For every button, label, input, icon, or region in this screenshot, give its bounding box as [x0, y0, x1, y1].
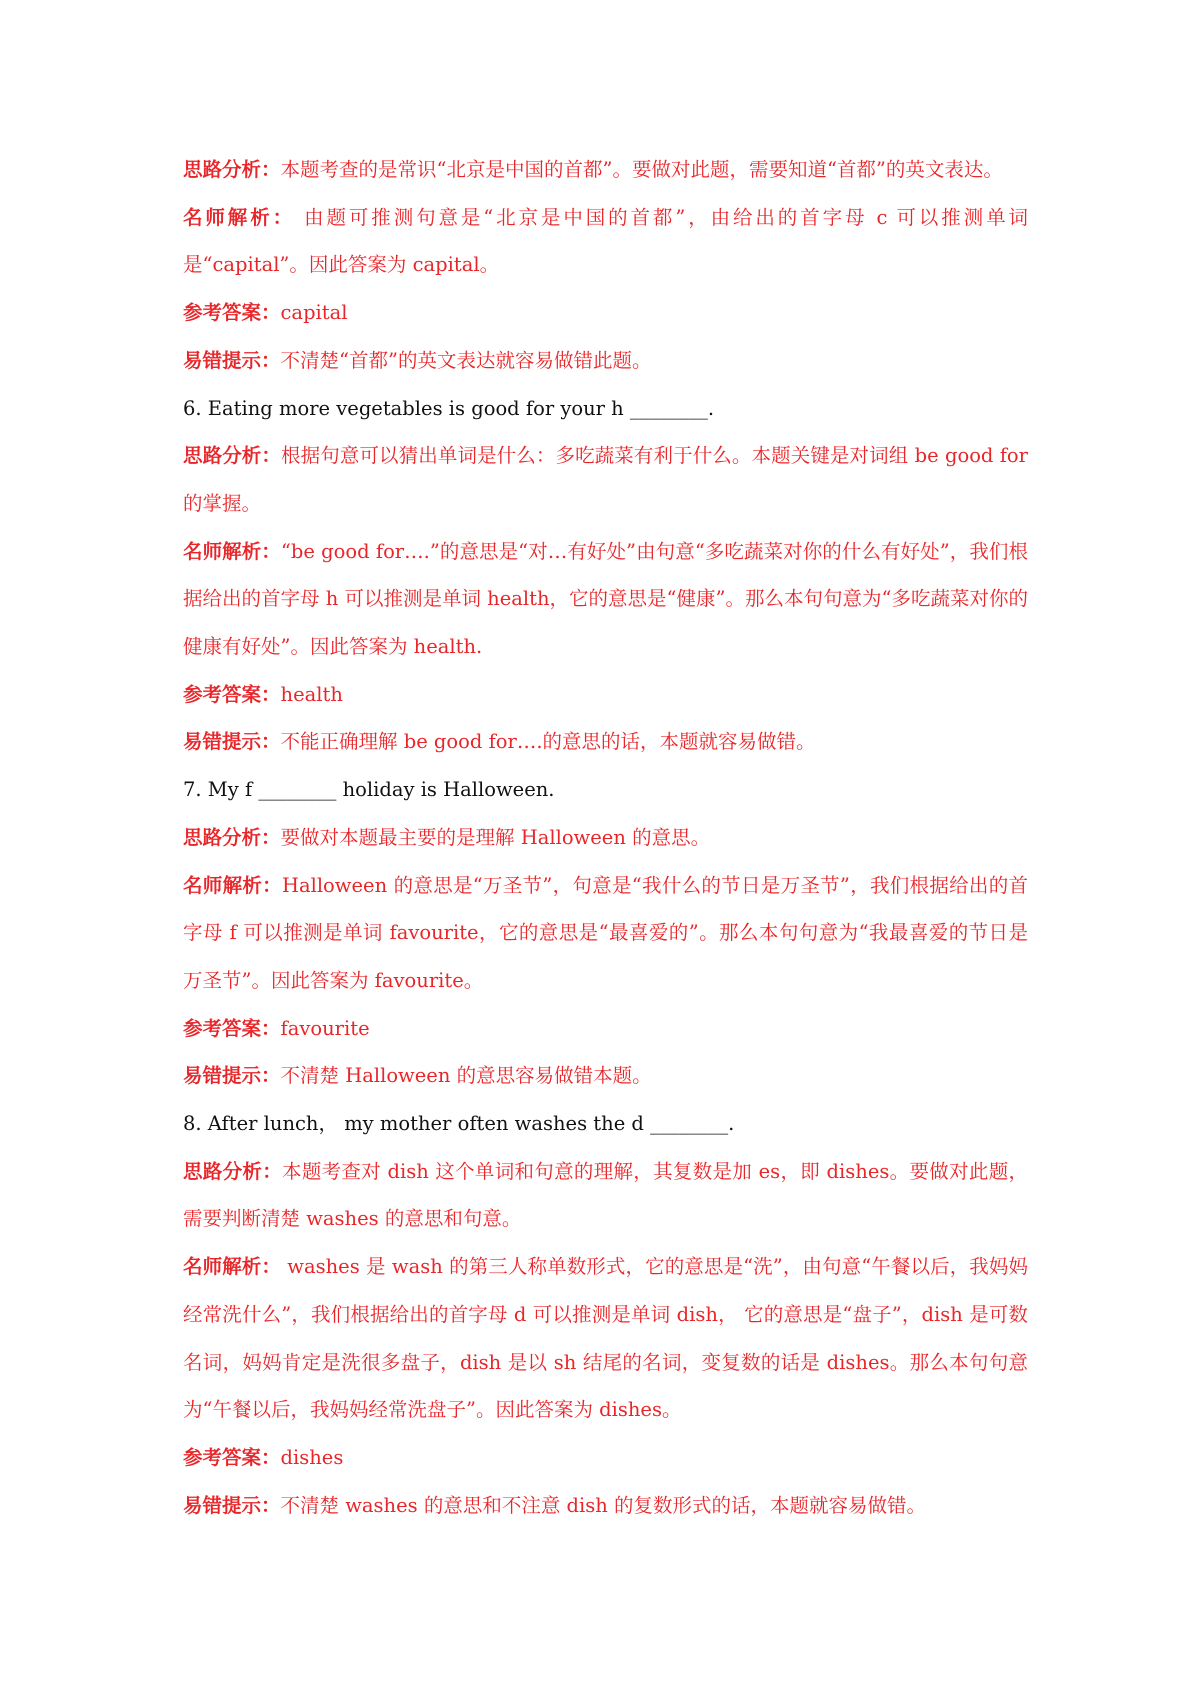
explanation-text: “be good for….”的意思是“对…有好处”由句意“多吃蔬菜对你的什么有好处”，我们根据给出的首字母 h 可以推测是单词 health，它的意思是“健康”。那么本句句意为“多吃蔬菜对你的健康有好处”。因此答案为 health.: [183, 539, 1028, 659]
explanation-label: 名师解析：: [183, 873, 282, 897]
tip-label: 易错提示：: [183, 1493, 281, 1517]
analysis-label: 思路分析：: [183, 444, 282, 468]
tip-label: 易错提示：: [183, 730, 281, 754]
answer-text: dishes: [280, 1445, 344, 1469]
explanation-text: washes 是 wash 的第三人称单数形式，它的意思是“洗”，由句意“午餐以后，我妈妈经常洗什么”，我们根据给出的首字母 d 可以推测是单词 dish， 它的意思是“盘子”，dish 是可数名词，妈妈肯定是洗很多盘子，dish 是以 sh 结尾的名词，变复数的话是 dishes。那么本句句意为“午餐以后，我妈妈经常洗盘子”。因此答案为 dishes。: [183, 1255, 1028, 1422]
analysis-text: 本题考查对 dish 这个单词和句意的理解，其复数是加 es，即 dishes。要做对此题，需要判断清楚 washes 的意思和句意。: [183, 1159, 1028, 1231]
answer-label: 参考答案：: [183, 301, 281, 325]
question-6: 6. Eating more vegetables is good for your h ________.: [183, 396, 715, 420]
tip-text: 不能正确理解 be good for….的意思的话，本题就容易做错。: [280, 730, 816, 754]
analysis-text: 本题考查的是常识“北京是中国的首都”。要做对此题，需要知道“首都”的英文表达。: [280, 158, 1003, 181]
tip-label: 易错提示：: [183, 1064, 281, 1088]
answer-label: 参考答案：: [183, 1445, 281, 1469]
answer-line: [183, 1434, 1028, 1482]
analysis-text: 根据句意可以猜出单词是什么：多吃蔬菜有利于什么。本题关键是对词组 be good for 的掌握。: [183, 444, 1028, 515]
explanation-text: Halloween 的意思是“万圣节”，句意是“我什么的节日是万圣节”，我们根据给出的首字母 f 可以推测是单词 favourite，它的意思是“最喜爱的”。那么本句句意为“我最喜爱的节日是万圣节”。因此答案为 favourite。: [183, 873, 1028, 992]
analysis-label: 思路分析：: [183, 825, 281, 849]
tip-line: [183, 1482, 1028, 1530]
answer-label: 参考答案：: [183, 682, 281, 706]
answer-line: [183, 671, 1028, 719]
question-7: 7. My f ________ holiday is Halloween.: [183, 778, 555, 802]
tip-line: [183, 718, 1028, 766]
answer-line: [183, 289, 1028, 337]
document-page: [183, 146, 1028, 1529]
analysis-paragraph: [183, 432, 1028, 527]
tip-line: [183, 1052, 1028, 1100]
tip-text: 不清楚 washes 的意思和不注意 dish 的复数形式的话，本题就容易做错。: [280, 1493, 927, 1517]
question-8: 8. After lunch， my mother often washes the d ________.: [183, 1112, 735, 1136]
tip-label: 易错提示：: [183, 348, 281, 372]
answer-text: favourite: [280, 1016, 370, 1040]
analysis-text: 要做对本题最主要的是理解 Halloween 的意思。: [280, 825, 711, 849]
tip-text: 不清楚 Halloween 的意思容易做错本题。: [280, 1064, 652, 1088]
analysis-label: 思路分析：: [183, 158, 281, 181]
answer-label: 参考答案：: [183, 1016, 281, 1040]
analysis-label: 思路分析：: [183, 1159, 283, 1183]
tip-text: 不清楚“首都”的英文表达就容易做错此题。: [280, 348, 652, 372]
analysis-paragraph: [183, 1148, 1028, 1243]
explanation-paragraph: [183, 862, 1028, 1005]
answer-text: health: [280, 682, 343, 706]
explanation-paragraph: [183, 194, 1028, 289]
answer-text: capital: [280, 301, 348, 325]
tip-line: [183, 337, 1028, 385]
explanation-label: 名师解析：: [183, 539, 281, 563]
explanation-paragraph: [183, 528, 1028, 671]
analysis-paragraph: [183, 814, 1028, 862]
explanation-label: 名师解析：: [183, 1255, 281, 1279]
explanation-label: 名师解析：: [183, 205, 295, 229]
answer-line: [183, 1005, 1028, 1053]
explanation-text: 由题可推测句意是“北京是中国的首都”，由给出的首字母 c 可以推测单词是“capital”。因此答案为 capital。: [183, 205, 1028, 277]
explanation-paragraph: [183, 1243, 1028, 1434]
analysis-paragraph: [183, 146, 1028, 194]
